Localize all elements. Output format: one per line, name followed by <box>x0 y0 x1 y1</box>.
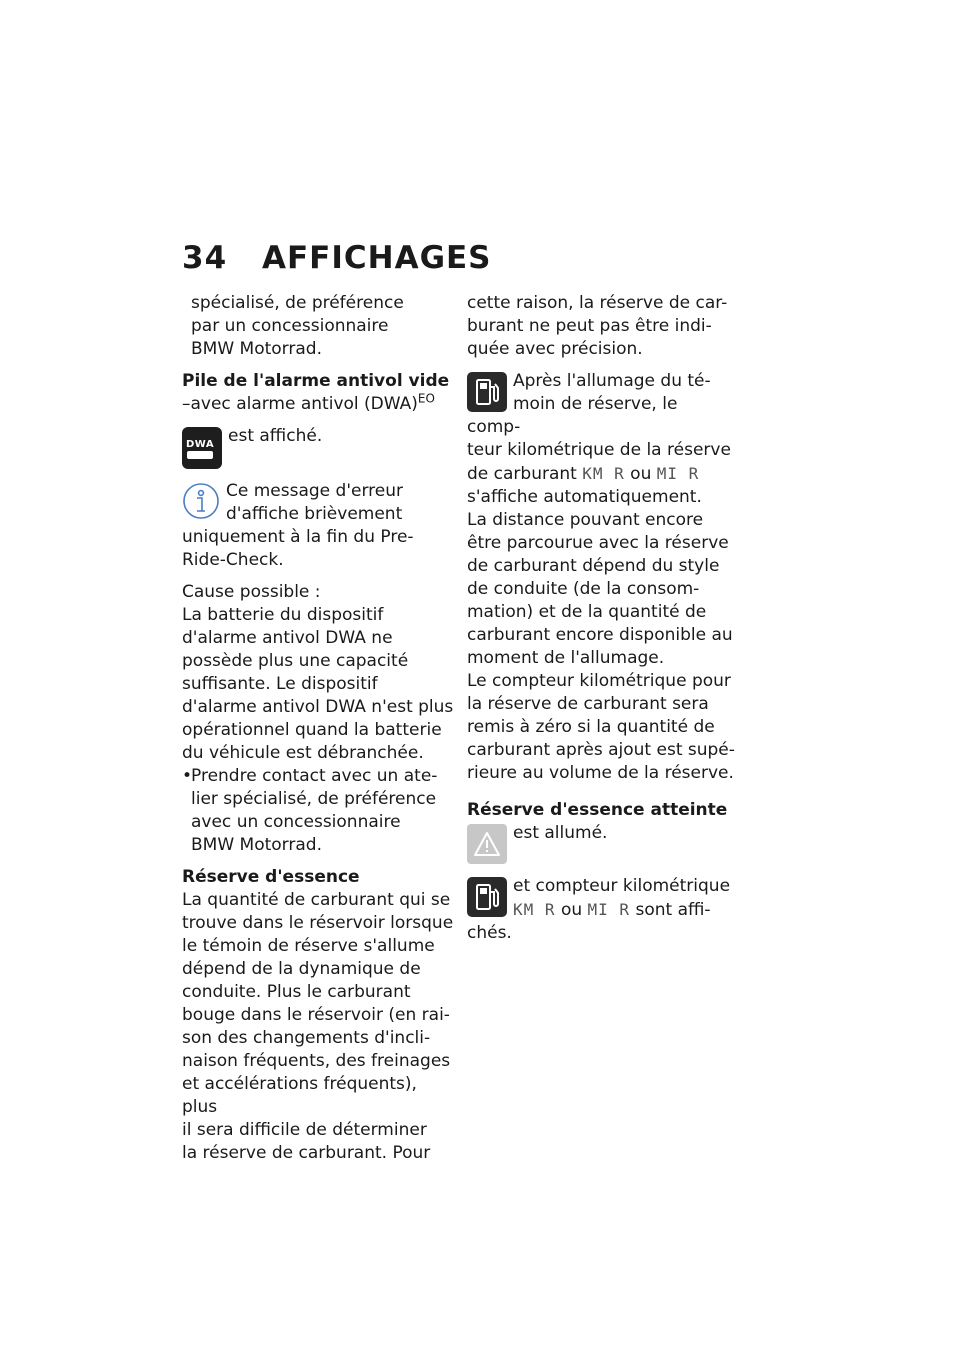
text-line: suffisante. Le dispositif <box>182 674 378 694</box>
mi-r-display: MI R <box>587 900 631 919</box>
page-title: AFFICHAGES <box>262 240 492 276</box>
text-line: lier spécialisé, de préférence <box>191 789 437 809</box>
text-line: La quantité de carburant qui se <box>182 890 451 910</box>
text-line: moin de réserve, le comp- <box>467 394 678 437</box>
ou-text: ou <box>560 900 583 920</box>
right-column <box>467 292 735 945</box>
km-mi-line <box>467 898 735 922</box>
fuel-pump-glyph <box>473 882 501 912</box>
dwa-icon-bar <box>187 451 213 459</box>
text-line: carburant encore disponible au <box>467 625 733 645</box>
est-affiche-text: est affiché. <box>228 426 323 446</box>
text-line: et accélérations fréquents), plus <box>182 1074 417 1117</box>
warning-row <box>467 822 735 866</box>
text-line: BMW Motorrad. <box>191 339 322 359</box>
battery-subheading <box>182 393 454 416</box>
text-line: son des changements d'incli- <box>182 1028 431 1048</box>
info-row <box>182 480 454 572</box>
text-line: conduite. Plus le carburant <box>182 982 411 1002</box>
text-line: être parcourue avec la réserve <box>467 533 729 553</box>
reserve-paragraph <box>182 889 454 1165</box>
text-line: burant ne peut pas être indi- <box>467 316 712 336</box>
right-intro-paragraph <box>467 292 735 361</box>
text-line: rieure au volume de la réserve. <box>467 763 734 783</box>
sont-affi-text: sont affi- <box>635 900 711 920</box>
intro-paragraph <box>182 292 454 361</box>
text-line: La batterie du dispositif <box>182 605 384 625</box>
ou-text: ou <box>630 464 652 484</box>
text-line: d'alarme antivol DWA ne <box>182 628 393 648</box>
text-line: avec un concessionnaire <box>191 812 401 832</box>
battery-sup: EO <box>417 391 435 406</box>
text-line: Prendre contact avec un ate- <box>191 766 438 786</box>
text-line: du véhicule est débranchée. <box>182 743 424 763</box>
text-line: bouge dans le réservoir (en rai- <box>182 1005 450 1025</box>
cause-paragraph <box>182 604 454 765</box>
reserve-reached-heading: Réserve d'essence atteinte <box>467 800 728 820</box>
text-line: Ce message d'erreur <box>226 481 403 501</box>
page-number: 34 <box>182 240 228 276</box>
distance-paragraph <box>467 509 735 785</box>
reserve-heading: Réserve d'essence <box>182 867 360 887</box>
text-line: spécialisé, de préférence <box>191 293 404 313</box>
text-line: le témoin de réserve s'allume <box>182 936 435 956</box>
battery-heading: Pile de l'alarme antivol vide <box>182 371 450 391</box>
text-line: uniquement à la fin du Pre- <box>182 527 414 547</box>
dwa-icon-label: DWA <box>186 439 215 450</box>
text-line: la réserve de carburant. Pour <box>182 1143 431 1163</box>
fuel-pump-icon <box>467 877 507 917</box>
text-line: La distance pouvant encore <box>467 510 704 530</box>
battery-sub-text: –avec alarme antivol (DWA) <box>182 394 418 414</box>
text-line: Le compteur kilométrique pour <box>467 671 731 691</box>
ches-text: chés. <box>467 923 512 943</box>
text-line: mation) et de la quantité de <box>467 602 707 622</box>
saffiche-text: s'affiche automatiquement. <box>467 487 702 507</box>
text-line: la réserve de carburant sera <box>467 694 709 714</box>
text-line: moment de l'allumage. <box>467 648 665 668</box>
et-compteur-text: et compteur kilométrique <box>513 876 731 896</box>
km-r-display: KM R <box>582 464 625 483</box>
fuel-reached-row <box>467 875 735 922</box>
fuel-reserve-row <box>467 370 735 439</box>
text-line: Ride-Check. <box>182 550 284 570</box>
text-line: opérationnel quand la batterie <box>182 720 442 740</box>
dwa-row <box>182 425 454 471</box>
text-line: BMW Motorrad. <box>191 835 322 855</box>
bullet-item <box>182 765 454 857</box>
dwa-alarm-icon <box>182 427 222 469</box>
page-header <box>182 240 492 276</box>
bullet-dot: • <box>182 766 193 786</box>
text-line: cette raison, la réserve de car- <box>467 293 728 313</box>
text-line: teur kilométrique de la réserve <box>467 440 731 460</box>
fuel-pump-icon <box>467 372 507 412</box>
warning-triangle-glyph <box>472 830 502 858</box>
km-line <box>467 462 735 486</box>
info-icon <box>182 482 220 520</box>
left-column <box>182 292 454 1165</box>
warning-triangle-icon <box>467 824 507 864</box>
text-line: naison fréquents, des freinages <box>182 1051 451 1071</box>
text-line: de conduite (de la consom- <box>467 579 700 599</box>
text-line: possède plus une capacité <box>182 651 409 671</box>
text-line: quée avec précision. <box>467 339 643 359</box>
cause-label: Cause possible : <box>182 582 321 602</box>
text-line: d'alarme antivol DWA n'est plus <box>182 697 454 717</box>
text-line: d'affiche brièvement <box>226 504 403 524</box>
km-r-display: KM R <box>513 900 556 919</box>
fuel-pump-glyph <box>473 377 501 407</box>
text-line: trouve dans le réservoir lorsque <box>182 913 454 933</box>
text-line: carburant après ajout est supé- <box>467 740 735 760</box>
text-line: Après l'allumage du té- <box>513 371 711 391</box>
text-line: de carburant dépend du style <box>467 556 720 576</box>
est-allume-text: est allumé. <box>513 823 608 843</box>
text-line: dépend de la dynamique de <box>182 959 421 979</box>
text-line: par un concessionnaire <box>191 316 389 336</box>
mi-r-display: MI R <box>656 464 700 483</box>
text-line: il sera difficile de déterminer <box>182 1120 427 1140</box>
text-line: remis à zéro si la quantité de <box>467 717 715 737</box>
de-carburant-text: de carburant <box>467 464 577 484</box>
